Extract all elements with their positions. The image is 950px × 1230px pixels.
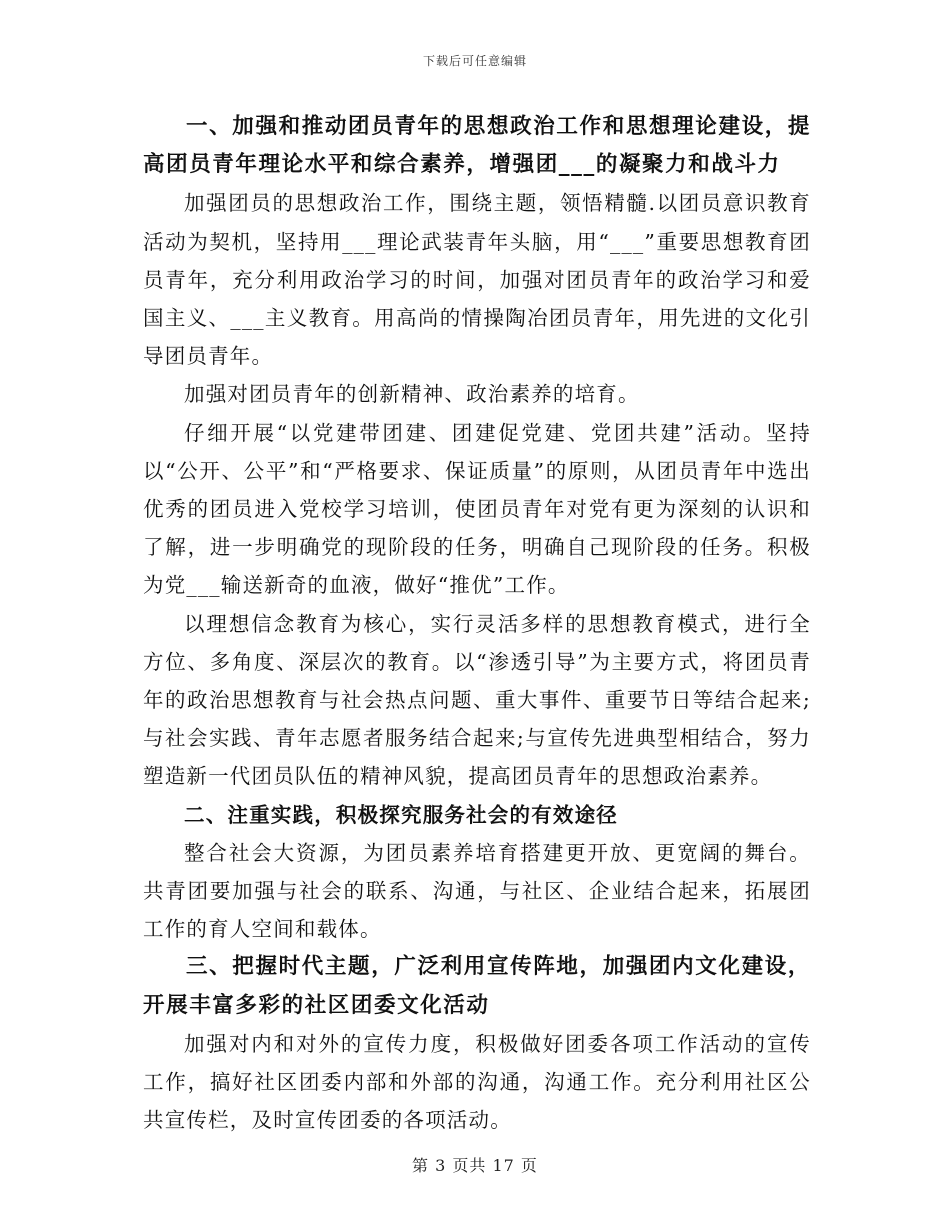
- page-number: 第 3 页共 17 页: [412, 1156, 538, 1175]
- section-heading-2: 二、注重实践，积极探究服务社会的有效途径: [184, 802, 618, 827]
- paragraph-2: 加强对团员青年的创新精神、政治素养的培育。: [184, 382, 640, 407]
- paragraph-6: 加强对内和对外的宣传力度，积极做好团委各项工作活动的宣传工作，搞好社区团委内部和外部的沟通，沟通工作。充分利用社区公共宣传栏，及时宣传团委的各项活动。: [143, 1031, 811, 1133]
- paragraph-3: 仔细开展“以党建带团建、团建促党建、党团共建”活动。坚持以“公开、公平”和“严格要求、保证质量”的原则，从团员青年中选出优秀的团员进入党校学习培训，使团员青年对党有更为深刻的认识和了解，进一步明确党的现阶段的任务，明确自己现阶段的任务。积极为党___输送新奇的血液，做好“推优”工作。: [143, 420, 811, 598]
- paragraph-4: 以理想信念教育为核心，实行灵活多样的思想教育模式，进行全方位、多角度、深层次的教育。以“渗透引导”为主要方式，将团员青年的政治思想教育与社会热点问题、重大事件、重要节日等结合起来;与社会实践、青年志愿者服务结合起来;与宣传先进典型相结合，努力塑造新一代团员队伍的精神风貌，提高团员青年的思想政治素养。: [143, 611, 811, 789]
- section-heading-3: 三、把握时代主题，广泛利用宣传阵地，加强团内文化建设，开展丰富多彩的社区团委文化活动: [143, 954, 811, 1018]
- document-body: [143, 108, 811, 1139]
- page-header-note: 下载后可任意编辑: [422, 54, 527, 68]
- section-heading-1: 一、加强和推动团员青年的思想政治工作和思想理论建设，提高团员青年理论水平和综合素养，增强团___的凝聚力和战斗力: [143, 114, 811, 178]
- paragraph-1: 加强团员的思想政治工作，围绕主题，领悟精髓.以团员意识教育活动为契机，坚持用___理论武装青年头脑，用“___”重要思想教育团员青年，充分利用政治学习的时间，加强对团员青年的政治学习和爱国主义、___主义教育。用高尚的情操陶冶团员青年，用先进的文化引导团员青年。: [143, 191, 811, 369]
- paragraph-5: 整合社会大资源，为团员素养培育搭建更开放、更宽阔的舞台。共青团要加强与社会的联系、沟通，与社区、企业结合起来，拓展团工作的育人空间和载体。: [143, 840, 811, 942]
